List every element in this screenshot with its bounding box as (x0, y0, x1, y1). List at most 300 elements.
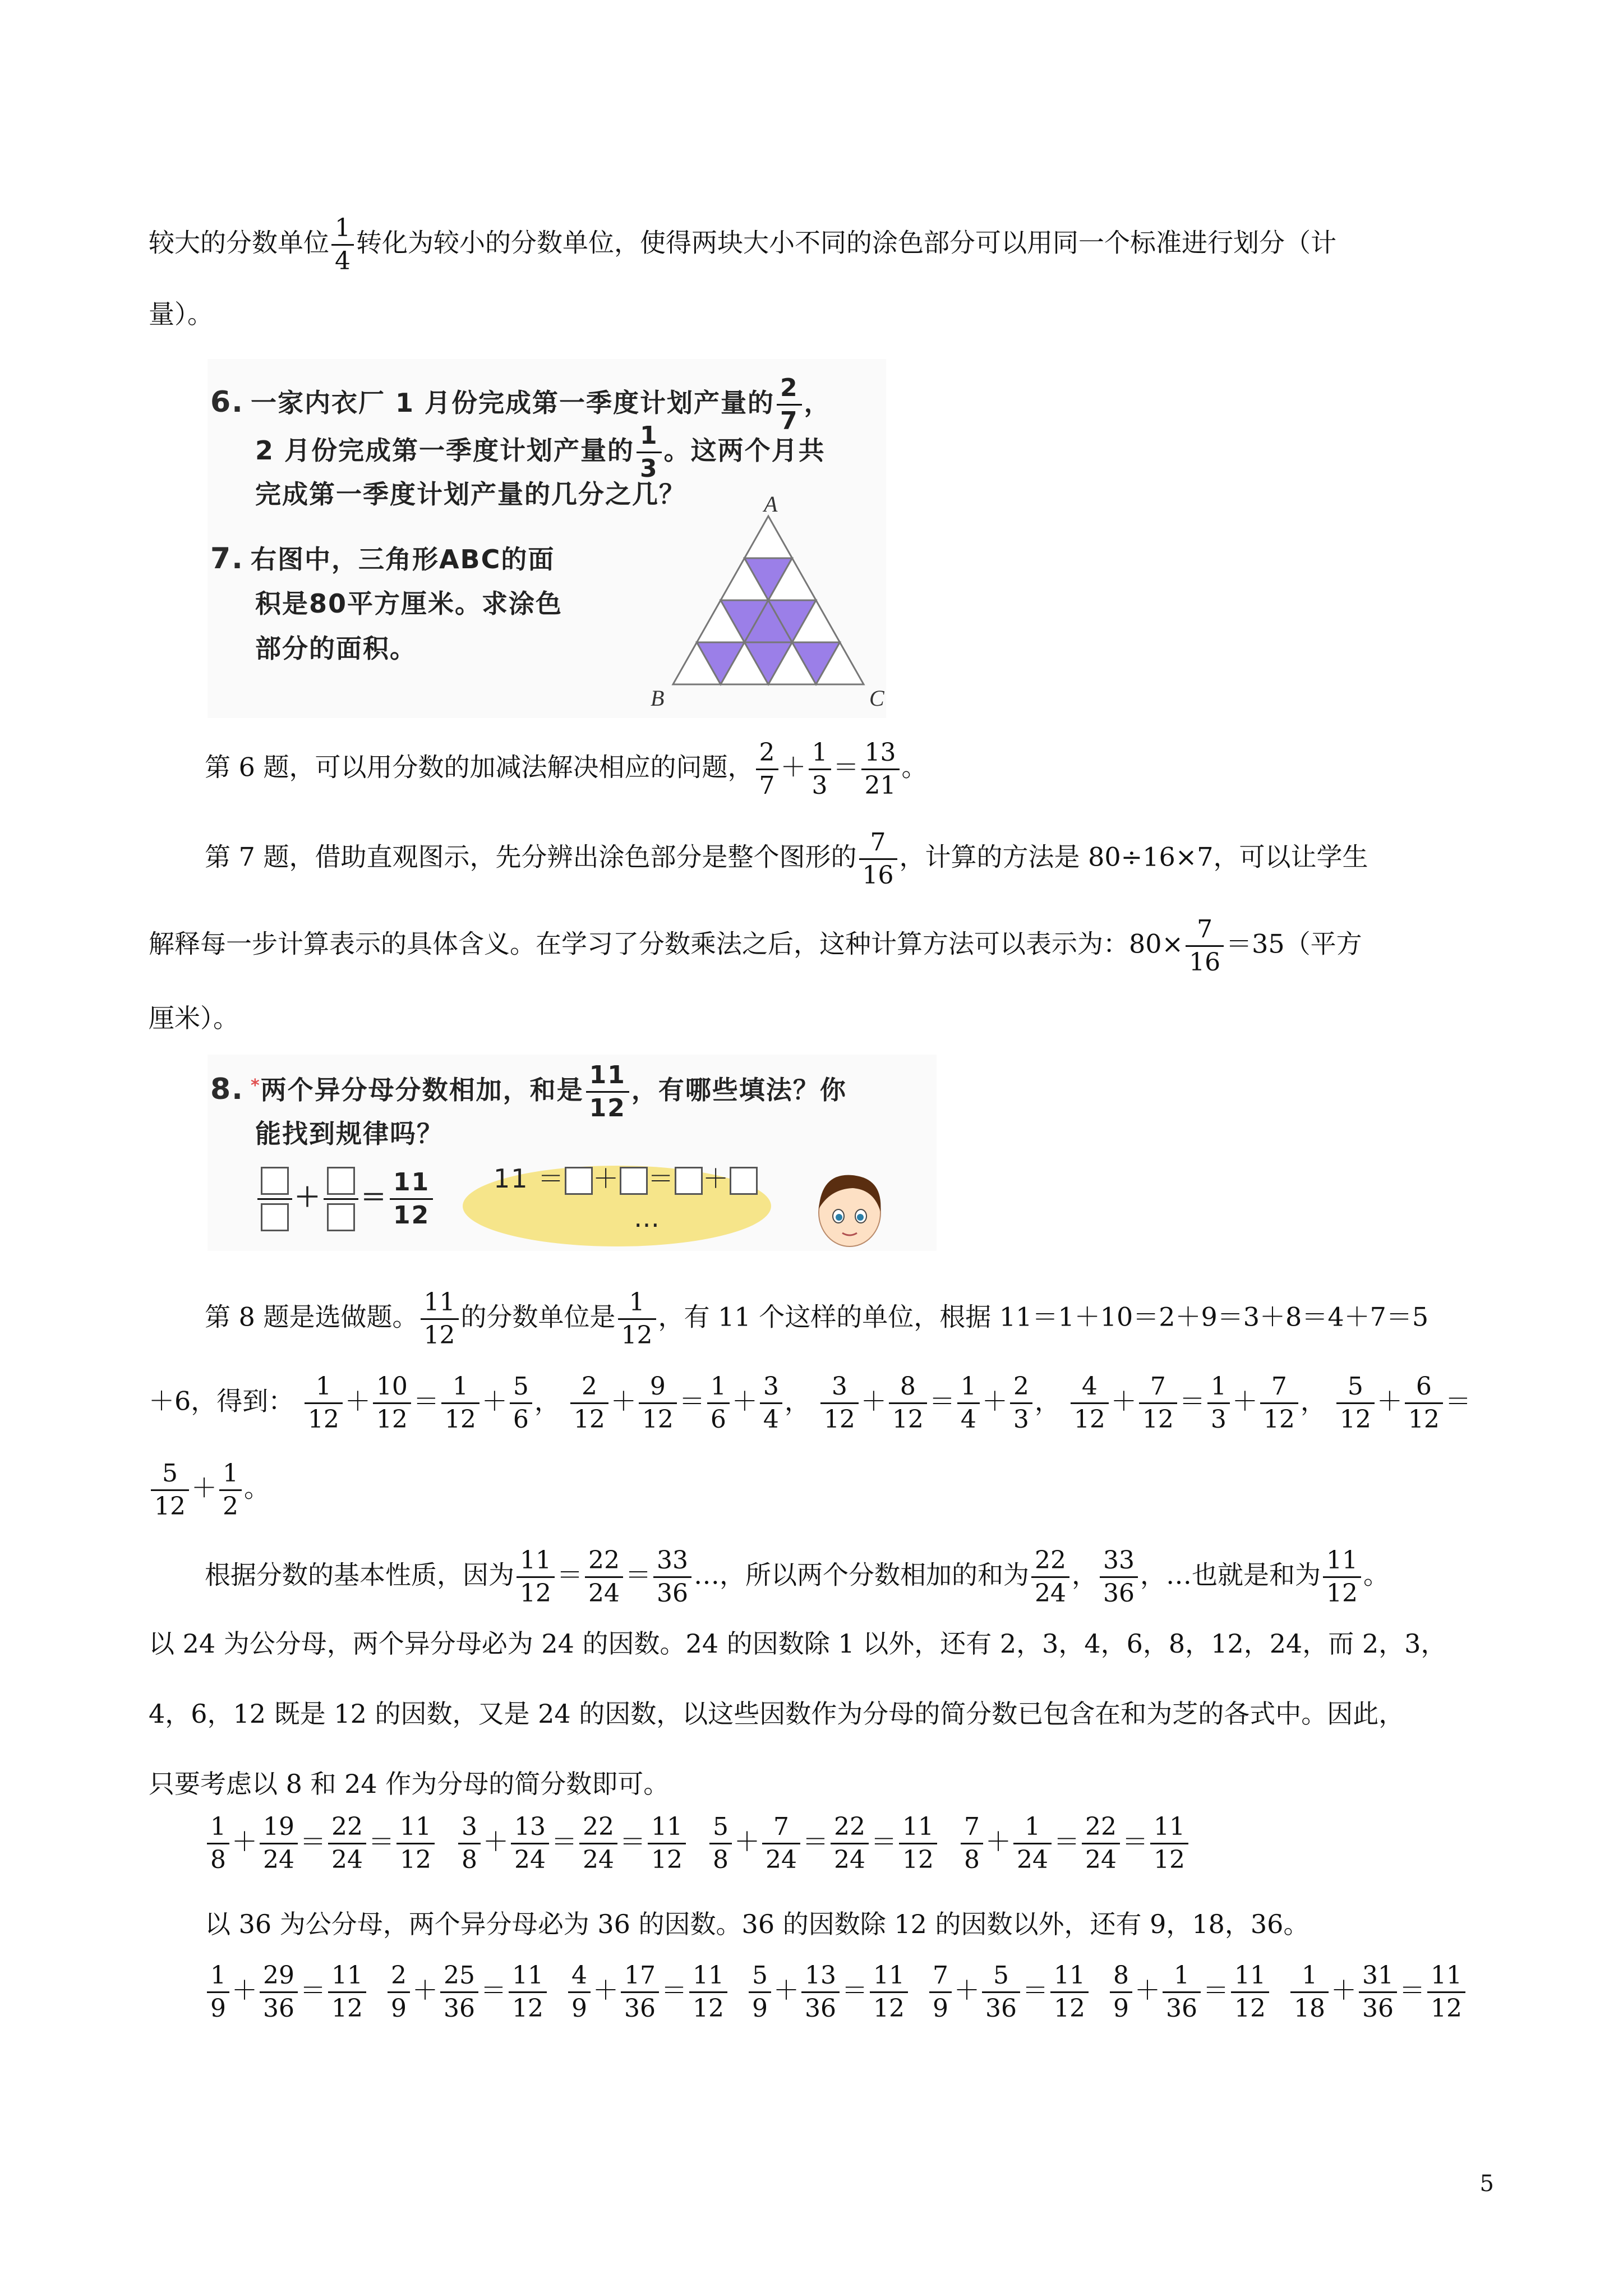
numerator: 1 (210, 1961, 226, 1990)
fraction (1013, 1812, 1052, 1874)
fraction (762, 1812, 800, 1874)
denominator: 24 (831, 1843, 869, 1872)
denominator: 36 (801, 1991, 840, 2021)
fraction: $\frac{2}{7}$ (756, 740, 778, 798)
operator: ＋ (1331, 1975, 1357, 2005)
fraction (689, 1963, 727, 2021)
numerator: 1 (1025, 1812, 1040, 1841)
fraction: $\frac{11}{12}$ (1323, 1548, 1361, 1606)
denominator: 12 (509, 1991, 547, 2021)
numerator: 7 (1271, 1372, 1287, 1401)
fraction (1082, 1812, 1120, 1874)
fraction (899, 1812, 937, 1874)
operator: ＝ (661, 1975, 687, 2005)
numerator: 19 (263, 1812, 294, 1841)
denominator: 12 (1071, 1402, 1109, 1432)
fraction (957, 1374, 980, 1432)
separator: ， (534, 1386, 560, 1416)
numerator: 5 (162, 1459, 178, 1488)
fraction (1427, 1963, 1465, 2021)
operator: ＋ (593, 1975, 619, 2005)
operator: ＋ (954, 1975, 980, 2005)
blank-box[interactable] (327, 1203, 355, 1231)
fraction: $\frac{7}{16}$ (859, 830, 897, 888)
optional-star-icon: * (250, 1076, 261, 1096)
sum-equation (566, 1961, 730, 2023)
denominator: 12 (889, 1402, 927, 1432)
fraction (305, 1374, 343, 1432)
fraction (889, 1374, 927, 1432)
denominator: 36 (260, 1991, 298, 2021)
denominator: 36 (621, 1991, 659, 2021)
numerator: 1 (1302, 1961, 1317, 1990)
equations-denominator-36 (205, 1963, 1484, 2021)
blank-fraction[interactable] (257, 1167, 292, 1231)
denominator: 8 (709, 1843, 732, 1872)
denominator: 12 (1260, 1402, 1298, 1432)
fraction: $\frac{33}{36}$ (1100, 1548, 1138, 1606)
operator: ＋ (610, 1386, 637, 1416)
problem-6-line-1: 6. 一家内衣厂 1 月份完成第一季度计划产量的 $\frac{2}{7}$ ， (210, 374, 831, 435)
fraction: $\frac{1}{12}$ (618, 1290, 656, 1348)
problem-8-blank-equation: ＋ ＝ $\frac{11}{12}$ (255, 1167, 435, 1231)
numerator: 1 (315, 1372, 331, 1401)
numerator: 11 (1431, 1961, 1462, 1990)
fraction: $\frac{13}{21}$ (861, 740, 900, 798)
sum-equation (1068, 1372, 1326, 1434)
numerator: 22 (331, 1812, 363, 1841)
denominator: 12 (1336, 1402, 1375, 1432)
sum-equation (456, 1812, 688, 1874)
fraction (760, 1374, 782, 1432)
fraction (1139, 1374, 1177, 1432)
blank-box[interactable] (327, 1167, 355, 1195)
fraction (831, 1812, 869, 1874)
fraction (328, 1812, 366, 1874)
operator: ＝ (803, 1826, 828, 1857)
fraction (207, 1812, 229, 1874)
sum-equation (1108, 1961, 1271, 2023)
fraction (1010, 1374, 1032, 1432)
fraction (982, 1963, 1020, 2021)
denominator: 24 (511, 1843, 549, 1872)
numerator: 11 (873, 1961, 905, 1990)
denominator: 2 (219, 1489, 242, 1519)
denominator: 12 (151, 1489, 189, 1519)
numerator: 8 (1113, 1961, 1129, 1990)
fraction: $\frac{22}{24}$ (1031, 1548, 1069, 1606)
numerator: 5 (993, 1961, 1009, 1990)
fraction (510, 1374, 532, 1432)
operator: ＝ (1054, 1826, 1080, 1857)
denominator: 12 (1427, 1991, 1465, 2021)
numerator: 11 (1234, 1961, 1266, 1990)
fraction (621, 1963, 659, 2021)
problem-8-line-2: 能找到规律吗？ (255, 1119, 444, 1149)
sum-equation (746, 1961, 910, 2023)
problem-6-line-3: 完成第一季度计划产量的几分之几？ (255, 479, 686, 509)
denominator: 12 (899, 1843, 937, 1872)
sum-equation (568, 1372, 810, 1434)
numerator: 11 (651, 1812, 683, 1841)
intro-line-1 (149, 216, 1336, 274)
solution-8-line-1: 第 8 题是选做题。 $\frac{11}{12}$ 的分数单位是 $\frac{1}{12}$ ，有 11 个这样的单位，根据 11＝1＋10＝2＋9＝3＋8＝4＋7＝5 (205, 1288, 1429, 1350)
solution-8-line-3 (149, 1461, 270, 1519)
numerator: 11 (400, 1812, 431, 1841)
solution-7-line-1: 第 7 题，借助直观图示，先分辨出涂色部分是整个图形的 $\frac{7}{16}$ ，计算的方法是 80÷16×7，可以让学生 (205, 828, 1368, 890)
fraction (1231, 1963, 1269, 2021)
fraction (749, 1963, 771, 2021)
end-mark: 。 (244, 1473, 270, 1503)
separator: ， (1034, 1386, 1061, 1416)
denominator: 12 (441, 1402, 479, 1432)
denominator: 3 (1010, 1402, 1032, 1432)
fraction: $\frac{1}{3}$ (809, 740, 831, 798)
fraction (207, 1963, 229, 2021)
operator: ＝ (929, 1386, 955, 1416)
numerator: 2 (581, 1372, 597, 1401)
fraction (801, 1963, 840, 2021)
numerator: 25 (444, 1961, 475, 1990)
problem-7-line-1: 7. 右图中，三角形ABC的面 (210, 542, 555, 576)
blank-box[interactable] (261, 1167, 289, 1195)
denominator: 12 (1231, 1991, 1269, 2021)
fraction (1290, 1963, 1329, 2021)
fraction (1163, 1963, 1201, 2021)
fraction (1405, 1374, 1443, 1432)
numerator: 3 (763, 1372, 779, 1401)
fraction: $\frac{2}{7}$ (777, 376, 802, 434)
numerator: 8 (900, 1372, 916, 1401)
operator: ＋ (734, 1826, 760, 1857)
separator: ， (784, 1386, 810, 1416)
fraction (929, 1963, 952, 2021)
sum-equation (302, 1372, 560, 1434)
numerator: 5 (513, 1372, 529, 1401)
blank-box[interactable] (261, 1203, 289, 1231)
denominator: 4 (760, 1402, 782, 1432)
operator: ＋ (981, 1386, 1008, 1416)
numerator: 1 (223, 1459, 238, 1488)
numerator: 7 (964, 1812, 980, 1841)
fraction (511, 1812, 549, 1874)
problem-7-line-3: 部分的面积。 (255, 633, 417, 664)
operator: ＝ (413, 1386, 439, 1416)
operator: ＝ (679, 1386, 705, 1416)
operator: ＝ (300, 1826, 326, 1857)
solution-7-line-2: 解释每一步计算表示的具体含义。在学习了分数乘法之后，这种计算方法可以表示为：80× $\frac{7}{16}$ ＝35（平方 (149, 915, 1362, 977)
denominator: 12 (870, 1991, 908, 2021)
denominator: 3 (1207, 1402, 1230, 1432)
fraction (1260, 1374, 1298, 1432)
denominator: 24 (260, 1843, 298, 1872)
intro-line-2: 量）。 (149, 299, 213, 329)
numerator: 11 (693, 1961, 724, 1990)
denominator: 36 (982, 1991, 1020, 2021)
numerator: 31 (1362, 1961, 1394, 1990)
intro-text-b: 转化为较小的分数单位，使得两块大小不同的涂色部分可以用同一个标准进行划分（计 (356, 227, 1336, 258)
blank-box[interactable] (730, 1167, 758, 1195)
numerator: 13 (805, 1961, 836, 1990)
denominator: 8 (961, 1843, 983, 1872)
fraction (870, 1963, 908, 2021)
vertex-label-c: C (869, 685, 884, 711)
fraction (1071, 1374, 1109, 1432)
operator: ＝ (1122, 1826, 1148, 1857)
problem-number: 6. (210, 385, 244, 419)
fraction (570, 1374, 608, 1432)
operator: ＋ (1135, 1975, 1160, 2005)
fraction (328, 1963, 366, 2021)
numerator: 2 (1013, 1372, 1029, 1401)
blank-box[interactable] (620, 1167, 648, 1195)
numerator: 5 (1347, 1372, 1363, 1401)
fraction (579, 1812, 617, 1874)
denominator: 12 (328, 1991, 366, 2021)
denominator: 12 (1050, 1991, 1089, 2021)
paragraph-9-line-1: 根据分数的基本性质，因为 $\frac{11}{12}$ ＝ $\frac{22}{24}$ ＝ $\frac{33}{36}$ …，所以两个分数相加的和为 $\frac{22}{24}$ ， $\frac{33}{36}$ ，…也就是和为 $\frac{11}{12}$ 。 (205, 1546, 1389, 1608)
operator: ＋ (191, 1473, 217, 1503)
fraction (639, 1374, 677, 1432)
fraction (441, 1374, 479, 1432)
denominator: 12 (373, 1402, 411, 1432)
operator: ＝ (1399, 1975, 1425, 2005)
vertex-label-a: A (764, 494, 778, 517)
denominator: 9 (1110, 1991, 1132, 2021)
denominator: 9 (568, 1991, 591, 2021)
denominator: 12 (1139, 1402, 1177, 1432)
operator: ＝ (842, 1975, 868, 2005)
problem-7-line-2: 积是80平方厘米。求涂色 (255, 588, 563, 619)
page-number: 5 (1479, 2171, 1494, 2197)
denominator: 9 (207, 1991, 229, 2021)
operator: ＝ (551, 1826, 577, 1857)
denominator: 24 (328, 1843, 366, 1872)
triangle-abc-figure (639, 494, 897, 712)
fraction (648, 1812, 686, 1874)
problem-number: 8. (210, 1073, 244, 1106)
sum-equation (958, 1812, 1191, 1874)
numerator: 22 (583, 1812, 614, 1841)
fraction: $\frac{7}{16}$ (1186, 917, 1224, 975)
sum-equation (205, 1961, 368, 2023)
denominator: 36 (1163, 1991, 1201, 2021)
numerator: 11 (1054, 1961, 1085, 1990)
sum-equation (707, 1812, 939, 1874)
fraction: $\frac{1}{3}$ (637, 424, 662, 481)
fraction (260, 1812, 298, 1874)
problem-6-line-2: 2 月份完成第一季度计划产量的 $\frac{1}{3}$ 。这两个月共 (255, 421, 826, 483)
denominator: 12 (820, 1402, 859, 1432)
denominator: 6 (707, 1402, 730, 1432)
numerator: 11 (1154, 1812, 1185, 1841)
solution-7-line-3: 厘米）。 (149, 1003, 239, 1033)
operator: ＝ (1179, 1386, 1205, 1416)
numerator: 17 (624, 1961, 656, 1990)
solution-6: 第 6 题，可以用分数的加减法解决相应的问题， $\frac{2}{7}$ ＋ $\frac{1}{3}$ ＝ $\frac{13}{21}$ 。 (205, 738, 928, 800)
numerator: 13 (514, 1812, 546, 1841)
triangle-cell (745, 516, 792, 558)
operator: ＋ (1232, 1386, 1258, 1416)
vertex-label-b: B (651, 685, 665, 711)
numerator: 7 (933, 1961, 948, 1990)
fraction (709, 1812, 732, 1874)
numerator: 1 (1174, 1961, 1189, 1990)
denominator: 9 (388, 1991, 410, 2021)
operator: ＋ (344, 1386, 371, 1416)
problem-number: 7. (210, 542, 244, 576)
blank-fraction[interactable] (324, 1167, 358, 1231)
fraction (458, 1812, 481, 1874)
operator: ＝ (871, 1826, 897, 1857)
operator: ＝ (620, 1826, 645, 1857)
sum-equation (1334, 1372, 1471, 1434)
problem-8-line-1: 8. *两个异分母分数相加，和是 $\frac{11}{12}$ ，有哪些填法？你 (210, 1061, 847, 1122)
numerator: 11 (331, 1961, 363, 1990)
fraction: $\frac{33}{36}$ (653, 1548, 691, 1606)
fraction (820, 1374, 859, 1432)
paragraph-9-line-2: 以 24 为公分母，两个异分母必为 24 的因数。24 的因数除 1 以外，还有 2，3，4，6，8，12，24，而 2，3， (149, 1628, 1447, 1659)
operator: ＝ (1022, 1975, 1048, 2005)
denominator: 12 (648, 1843, 686, 1872)
numerator: 10 (376, 1372, 408, 1401)
denominator: 36 (1359, 1991, 1397, 2021)
bubble-ellipsis: … (634, 1203, 661, 1233)
operator: ＋ (481, 1386, 508, 1416)
fraction (1110, 1963, 1132, 2021)
separator: ， (1300, 1386, 1326, 1416)
sum-equation (385, 1961, 549, 2023)
intro-text-a: 较大的分数单位 (149, 227, 329, 258)
sum-equation (818, 1372, 1061, 1434)
fraction (961, 1812, 983, 1874)
operator: ＋ (731, 1386, 758, 1416)
numerator: 1 (1210, 1372, 1227, 1401)
operator: ＋ (232, 1975, 257, 2005)
numerator: 11 (512, 1961, 543, 1990)
operator: ＋ (773, 1975, 799, 2005)
numerator: 9 (649, 1372, 666, 1401)
denominator: 12 (689, 1991, 727, 2021)
sum-equation (1288, 1961, 1468, 2023)
numerator: 22 (834, 1812, 865, 1841)
fraction: $\frac{22}{24}$ (585, 1548, 623, 1606)
sum-equation (205, 1812, 437, 1874)
fraction (509, 1963, 547, 2021)
numerator: 1 (452, 1372, 468, 1401)
numerator: 5 (713, 1812, 728, 1841)
blank-box[interactable] (565, 1167, 593, 1195)
operator: ＝ (1203, 1975, 1229, 2005)
denominator: 12 (305, 1402, 343, 1432)
blank-box[interactable] (675, 1167, 703, 1195)
denominator: 12 (639, 1402, 677, 1432)
fraction (568, 1963, 591, 2021)
denominator: 4 (957, 1402, 980, 1432)
fraction (219, 1461, 242, 1519)
fraction (1359, 1963, 1397, 2021)
numerator: 3 (831, 1372, 847, 1401)
operator: ＋ (232, 1826, 257, 1857)
paragraph-10: 以 36 为公分母，两个异分母必为 36 的因数。36 的因数除 12 的因数以外，还有 9，18，36。 (205, 1909, 1310, 1939)
denominator: 24 (762, 1843, 800, 1872)
fraction (707, 1374, 730, 1432)
fraction: $\frac{11}{12}$ (517, 1548, 555, 1606)
numerator: 7 (773, 1812, 789, 1841)
sum-equation (927, 1961, 1091, 2023)
fraction: $\frac{1}{4}$ (331, 216, 354, 274)
operator: ＋ (1376, 1386, 1403, 1416)
fraction: $\frac{11}{12}$ (421, 1290, 459, 1348)
operator: ＋ (483, 1826, 509, 1857)
fraction (1207, 1374, 1230, 1432)
denominator: 36 (440, 1991, 478, 2021)
numerator: 4 (571, 1961, 587, 1990)
operator: ＋ (985, 1826, 1011, 1857)
operator: ＝ (481, 1975, 506, 2005)
operator: ＋ (412, 1975, 438, 2005)
numerator: 1 (210, 1812, 226, 1841)
numerator: 4 (1081, 1372, 1098, 1401)
numerator: 22 (1085, 1812, 1117, 1841)
operator: ＋ (1110, 1386, 1137, 1416)
denominator: 24 (1082, 1843, 1120, 1872)
denominator: 9 (749, 1991, 771, 2021)
denominator: 8 (207, 1843, 229, 1872)
denominator: 18 (1290, 1991, 1329, 2021)
numerator: 29 (263, 1961, 294, 1990)
denominator: 12 (1150, 1843, 1188, 1872)
denominator: 24 (1013, 1843, 1052, 1872)
numerator: 7 (1150, 1372, 1166, 1401)
paragraph-9-line-3: 4，6，12 既是 12 的因数，又是 24 的因数，以这些因数作为分母的简分数已包含在和为芝的各式中。因此， (149, 1699, 1405, 1729)
equations-denominator-24 (205, 1812, 1210, 1874)
denominator: 24 (579, 1843, 617, 1872)
numerator: 1 (960, 1372, 976, 1401)
paragraph-9-line-4: 只要考虑以 8 和 24 作为分母的简分数即可。 (149, 1769, 670, 1799)
numerator: 5 (752, 1961, 768, 1990)
fraction: $\frac{11}{12}$ (586, 1063, 629, 1121)
bubble-equation: 11 ＝ ＋ ＝ ＋ (494, 1156, 758, 1202)
fraction (1150, 1812, 1188, 1874)
numerator: 1 (710, 1372, 726, 1401)
fraction: $\frac{11}{12}$ (390, 1170, 433, 1228)
denominator: 12 (570, 1402, 608, 1432)
operator: ＝ (300, 1975, 326, 2005)
fraction (440, 1963, 478, 2021)
denominator: 12 (1405, 1402, 1443, 1432)
solution-8-line-2: ＋6，得到： $\frac{1}{12}$ ＋ $\frac{10}{12}$ ＝ $\frac{1}{12}$ ＋ $\frac{5}{6}$ ， $\frac{2}{12}$ ＋ $\frac{9}{12}$ ＝ $\frac{1}{6}$ ＋ $\frac{3}{4}$ ， $\frac{3}{12}$ ＋ $\frac{8}{12}$ ＝ $\frac{1}{4}$ ＋ $\frac{2}{3}$ ， $\frac{4}{12}$ ＋ $\frac{7}{12}$ ＝ $\frac{1}{3}$ ＋ $\frac{7}{12}$ ， $\frac{5}{12}$ ＋ $\frac{6}{12}$ ＝ (149, 1372, 1471, 1434)
operator: ＋ (860, 1386, 887, 1416)
fraction (396, 1812, 435, 1874)
fraction (388, 1963, 410, 2021)
operator: ＝ (368, 1826, 394, 1857)
operator: ＝ (1445, 1386, 1471, 1416)
fraction (1336, 1374, 1375, 1432)
fraction (373, 1374, 411, 1432)
fraction (260, 1963, 298, 2021)
boy-face-icon (808, 1167, 892, 1251)
denominator: 9 (929, 1991, 952, 2021)
numerator: 11 (902, 1812, 934, 1841)
fraction (1050, 1963, 1089, 2021)
numerator: 6 (1415, 1372, 1432, 1401)
denominator: 8 (458, 1843, 481, 1872)
fraction (151, 1461, 189, 1519)
denominator: 12 (396, 1843, 435, 1872)
denominator: 6 (510, 1402, 532, 1432)
numerator: 2 (391, 1961, 407, 1990)
